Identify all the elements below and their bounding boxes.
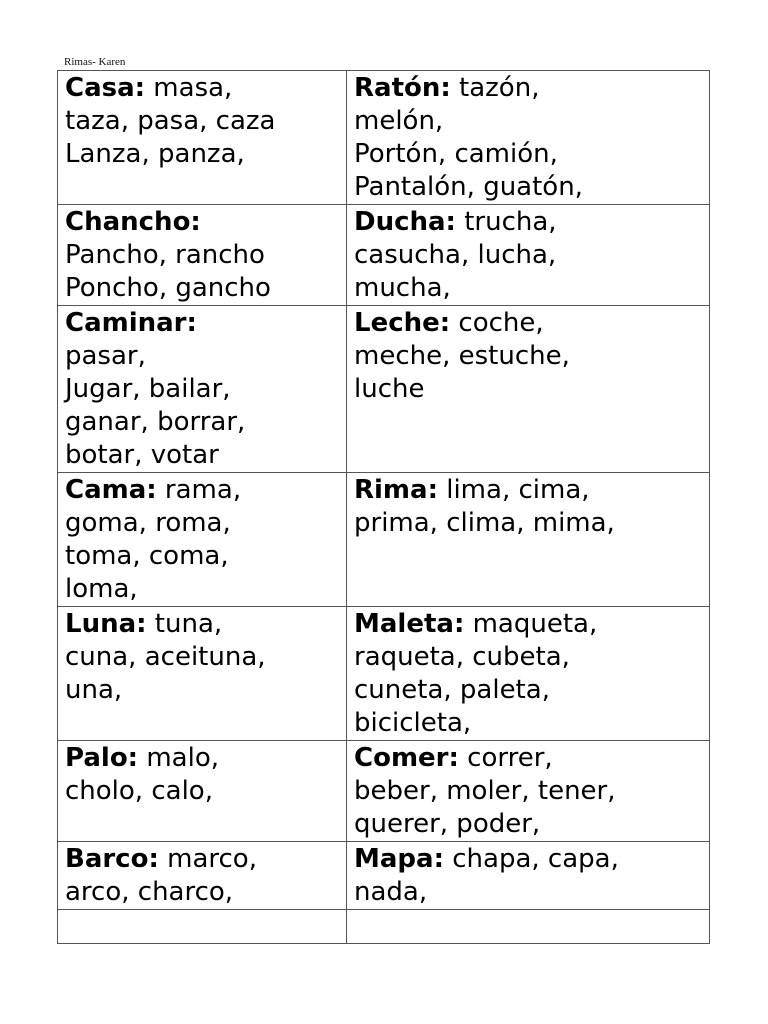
rhyme-text: rama, bbox=[156, 475, 242, 505]
keyword: Ducha: bbox=[354, 207, 456, 237]
rhyme-text: beber, moler, tener, bbox=[354, 776, 616, 806]
keyword: Cama: bbox=[65, 475, 157, 505]
table-row bbox=[58, 842, 710, 910]
keyword: Rima: bbox=[354, 475, 438, 505]
keyword: Chancho: bbox=[65, 207, 201, 237]
keyword: Leche: bbox=[354, 308, 451, 338]
rhyme-text: trucha, bbox=[455, 207, 557, 237]
rhyme-cell-barco bbox=[58, 842, 347, 910]
rhyme-text: correr, bbox=[458, 743, 553, 773]
rhyme-text: Lanza, panza, bbox=[65, 139, 245, 169]
keyword: Ratón: bbox=[354, 73, 451, 103]
rhyme-table bbox=[57, 70, 710, 944]
rhyme-text: Poncho, gancho bbox=[65, 273, 271, 303]
rhyme-cell-chancho bbox=[58, 205, 347, 306]
rhyme-text: tuna, bbox=[146, 609, 223, 639]
rhyme-text: taza, pasa, caza bbox=[65, 106, 276, 136]
keyword: Caminar: bbox=[65, 308, 197, 338]
table-row bbox=[58, 473, 710, 607]
rhyme-text: toma, coma, bbox=[65, 541, 229, 571]
rhyme-text: casucha, lucha, bbox=[354, 240, 557, 270]
rhyme-text: raqueta, cubeta, bbox=[354, 642, 570, 672]
rhyme-text: mucha, bbox=[354, 273, 451, 303]
rhyme-text: una, bbox=[65, 675, 123, 705]
rhyme-cell-comer bbox=[347, 741, 710, 842]
rhyme-cell-mapa bbox=[347, 842, 710, 910]
rhyme-text: cuna, aceituna, bbox=[65, 642, 266, 672]
rhyme-text: Jugar, bailar, bbox=[65, 374, 231, 404]
keyword: Casa: bbox=[65, 73, 146, 103]
rhyme-cell-leche bbox=[347, 306, 710, 473]
rhyme-text: Portón, camión, bbox=[354, 139, 558, 169]
rhyme-cell-raton bbox=[347, 71, 710, 205]
keyword: Luna: bbox=[65, 609, 147, 639]
rhyme-text: Pantalón, guatón, bbox=[354, 172, 583, 202]
keyword: Palo: bbox=[65, 743, 139, 773]
rhyme-cell-caminar bbox=[58, 306, 347, 473]
rhyme-text: prima, clima, mima, bbox=[354, 508, 615, 538]
keyword: Barco: bbox=[65, 844, 159, 874]
rhyme-text: loma, bbox=[65, 574, 138, 604]
rhyme-text: nada, bbox=[354, 877, 428, 907]
rhyme-text: maqueta, bbox=[464, 609, 598, 639]
empty-cell bbox=[347, 910, 710, 944]
rhyme-cell-maleta bbox=[347, 607, 710, 741]
rhyme-text: goma, roma, bbox=[65, 508, 231, 538]
rhyme-text: bicicleta, bbox=[354, 708, 472, 738]
keyword: Maleta: bbox=[354, 609, 465, 639]
rhyme-text: meche, estuche, bbox=[354, 341, 570, 371]
rhyme-text: ganar, borrar, bbox=[65, 407, 246, 437]
rhyme-text: tazón, bbox=[450, 73, 540, 103]
rhyme-cell-luna bbox=[58, 607, 347, 741]
rhyme-cell-palo bbox=[58, 741, 347, 842]
table-row bbox=[58, 306, 710, 473]
document-title: Rimas- Karen bbox=[64, 56, 126, 68]
keyword: Mapa: bbox=[354, 844, 444, 874]
rhyme-text: marco, bbox=[158, 844, 257, 874]
table-row bbox=[58, 910, 710, 944]
table-row bbox=[58, 71, 710, 205]
rhyme-text: arco, charco, bbox=[65, 877, 234, 907]
rhyme-text: cholo, calo, bbox=[65, 776, 213, 806]
rhyme-text: Pancho, rancho bbox=[65, 240, 265, 270]
empty-cell bbox=[58, 910, 347, 944]
table-row bbox=[58, 741, 710, 842]
rhyme-text: coche, bbox=[450, 308, 544, 338]
rhyme-text: masa, bbox=[145, 73, 233, 103]
rhyme-cell-cama bbox=[58, 473, 347, 607]
rhyme-text: cuneta, paleta, bbox=[354, 675, 550, 705]
keyword: Comer: bbox=[354, 743, 459, 773]
table-row bbox=[58, 205, 710, 306]
rhyme-text: querer, poder, bbox=[354, 809, 541, 839]
rhyme-text: chapa, capa, bbox=[443, 844, 619, 874]
rhyme-text: malo, bbox=[138, 743, 219, 773]
rhyme-text: luche bbox=[354, 374, 425, 404]
rhyme-text: melón, bbox=[354, 106, 444, 136]
table-row bbox=[58, 607, 710, 741]
rhyme-text: lima, cima, bbox=[437, 475, 590, 505]
rhyme-cell-ducha bbox=[347, 205, 710, 306]
rhyme-text: botar, votar bbox=[65, 440, 219, 470]
rhyme-cell-casa bbox=[58, 71, 347, 205]
rhyme-text: pasar, bbox=[65, 341, 146, 371]
rhyme-cell-rima bbox=[347, 473, 710, 607]
